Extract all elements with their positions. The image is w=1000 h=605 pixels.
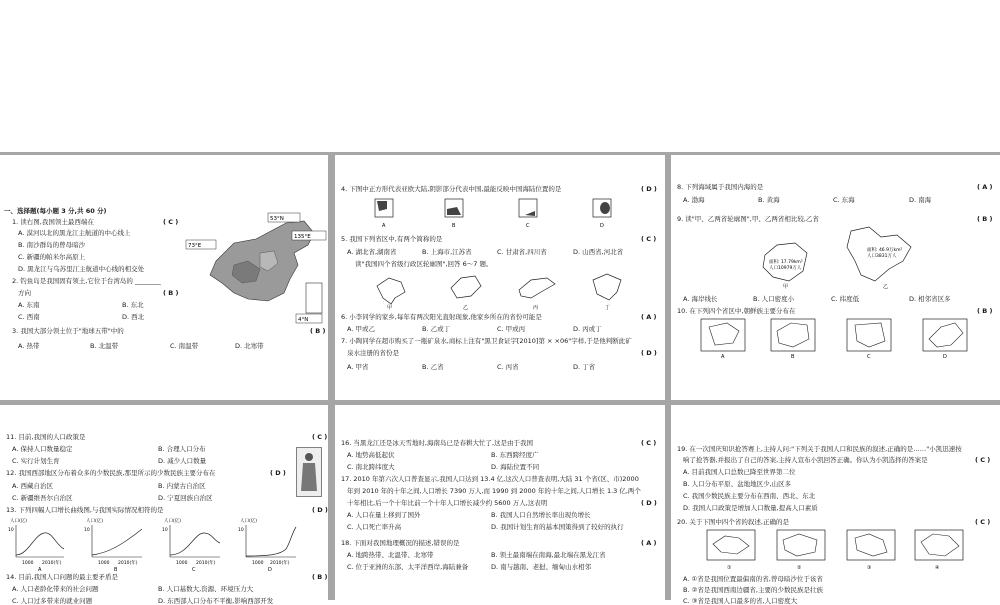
option-text: B. 黄海 <box>758 196 780 204</box>
question-3: 3. 我国大部分领土位于"地球五带"中的 <box>12 327 124 335</box>
option-text: C. 人口死亡率升高 <box>347 523 402 531</box>
answer-8: ( A ) <box>977 183 993 191</box>
option-text: D. 北寒带 <box>235 342 264 350</box>
option-text: D. 我国计划生育的基本国策得到了较好的执行 <box>491 523 624 531</box>
question-4: 4. 下图中正方形代表亚欧大陆,阴影部分代表中国,最能反映中国海陆位置的是 <box>341 185 562 193</box>
province-outlines-figure <box>371 270 631 310</box>
option-text: D. 减少人口数量 <box>158 457 207 465</box>
option-text: B. 乙或丁 <box>422 325 451 333</box>
option-text: C. 我国少数民族主要分布在西南、西北、东北 <box>683 492 816 500</box>
answer-6: ( A ) <box>641 313 657 321</box>
map-label: ① <box>727 565 732 571</box>
option-text: D. 山西省,河北省 <box>573 248 624 256</box>
option-text: D. 南海 <box>909 196 932 204</box>
population-curve <box>170 533 220 555</box>
x-tick-label: 2010(年) <box>196 561 216 566</box>
answer-14: ( B ) <box>312 573 328 581</box>
map-label: B <box>791 354 795 360</box>
chart-c <box>162 517 220 573</box>
question-17-line-3: 十年相比,后一个十年比前一个十年人口增长减少约 5600 万人,这表明 <box>347 499 548 507</box>
question-17: 17. 2010 年第六次人口普查显示,我国人口达到 13.4 亿,这次人口普查表明,大陆 31 个省(区、市)2000 <box>341 475 639 483</box>
square-label: C <box>526 223 530 229</box>
province-outline <box>593 274 621 300</box>
option-text: C. 南北跨纬度大 <box>347 463 395 471</box>
y-axis-label: 人口(亿) <box>10 519 28 524</box>
answer-4: ( D ) <box>641 185 657 193</box>
answer-9: ( B ) <box>977 215 993 223</box>
chart-label: A <box>38 567 42 573</box>
map-label: 人口3831万人 <box>867 254 897 259</box>
figure-body <box>301 463 317 491</box>
option-text: B. 人口分布平原、盆地地区少,山区多 <box>683 480 792 488</box>
page-panel-3 <box>671 155 1000 400</box>
top-blank-area <box>0 0 1000 152</box>
x-tick-label: 1000 <box>252 561 264 566</box>
map-label: 人口10979万人 <box>769 266 802 271</box>
option-text: A. 甲省 <box>347 363 369 371</box>
question-9: 9. 读"甲、乙两省轮廓图",甲、乙两省相比较,乙省 <box>677 215 819 223</box>
option-text: B. 我国人口自然增长率出现负增长 <box>491 511 591 519</box>
option-text: D. 我国人口政策是增加人口数量,提高人口素质 <box>683 504 818 512</box>
map-label: A <box>721 354 725 360</box>
x-tick-label: 2010(年) <box>118 561 138 566</box>
question-2: 2. 钓鱼岛是我国固有领土,它位于台湾岛的 ________ <box>12 277 161 285</box>
option-text: B. 人口密度小 <box>753 295 795 303</box>
option-text: C. 东海 <box>833 196 855 204</box>
page-panel-2 <box>335 155 665 400</box>
chart-label: B <box>114 567 118 573</box>
option-text: C. 人口过多带来的就业问题 <box>12 597 93 605</box>
question-13: 13. 下列四幅人口增长曲线图,与我国实际情况相符的是 <box>6 506 164 514</box>
section-heading: 一、选择题(每小题 3 分,共 60 分) <box>4 207 107 215</box>
x-tick-label: 2010(年) <box>270 561 290 566</box>
option-text: A. 地跨热带、北温带、北寒带 <box>347 551 434 559</box>
y-axis-label: 人口(亿) <box>164 519 182 524</box>
answer-19: ( C ) <box>975 456 991 464</box>
option-text: D. 南与越南、老挝、缅甸山水相邻 <box>491 563 592 571</box>
option-text: A. ①省是我国位置最偏南的省,曾母暗沙位于该省 <box>683 575 823 583</box>
option-text: C. 南温带 <box>170 342 199 350</box>
question-11: 11. 目前,我国的人口政策是 <box>6 433 86 441</box>
option-text: B. ②省是我国西南边疆省,主要的少数民族是壮族 <box>683 586 823 594</box>
option-text: B. 领土最南端在南海,最北端在黑龙江省 <box>491 551 606 559</box>
option-text: C. 新疆维吾尔自治区 <box>12 494 73 502</box>
option-text: D. 相邻省区多 <box>909 295 951 303</box>
option-text: A. 湖北省,湖南省 <box>347 248 397 256</box>
x-tick-label: 1000 <box>22 561 34 566</box>
option-text: A. 海岸线长 <box>683 295 718 303</box>
option-text: A. 漠河以北的黑龙江主航道的中心线上 <box>18 229 131 237</box>
shaded-region <box>600 202 610 214</box>
x-tick-label: 1000 <box>98 561 110 566</box>
option-text: D. 东西部人口分布不平衡,影响西部开发 <box>158 597 274 605</box>
question-7-cont: 泉水注册的省份是 <box>347 349 399 357</box>
population-curve <box>92 529 142 555</box>
page-panel-5 <box>335 405 665 600</box>
x-tick-label: 2010(年) <box>42 561 62 566</box>
map-label: ④ <box>935 565 940 571</box>
map-label: 135°E <box>294 234 311 240</box>
question-7: 7. 小陶同学在超市购买了一瓶矿泉水,商标上注有"黑卫食证字[2010]第 × ×06"字样,于是他判断此矿 <box>341 337 632 345</box>
option-text: A. 地势高低起伏 <box>347 451 395 459</box>
shape-label: 丙 <box>533 305 539 311</box>
answer-5: ( C ) <box>641 235 657 243</box>
page-panel-4 <box>0 405 328 605</box>
chart-d <box>238 517 296 573</box>
y-tick-label: 10 <box>162 528 168 533</box>
y-tick-label: 10 <box>8 528 14 533</box>
option-text: B. 内蒙古自治区 <box>158 482 206 490</box>
option-text: D. 西北 <box>122 313 145 321</box>
x-tick-label: 1000 <box>176 561 188 566</box>
option-text: D. 海陆位置不同 <box>491 463 540 471</box>
answer-12: ( D ) <box>270 469 286 477</box>
map-label: ② <box>797 565 802 571</box>
map-label: 乙 <box>883 284 889 290</box>
question-16: 16. 当黑龙江还是冰天雪地时,海南岛已是春耕大忙了,这是由于我国 <box>341 439 534 447</box>
population-curve <box>246 527 296 556</box>
option-text: C. 甘肃省,四川省 <box>497 248 547 256</box>
option-text: A. 甲或乙 <box>347 325 375 333</box>
option-text: B. 南沙群岛的曾母暗沙 <box>18 241 86 249</box>
question-18: 18. 下面对我国地理概况的描述,错误的是 <box>341 539 460 547</box>
answer-1: ( C ) <box>163 218 179 226</box>
question-1: 1. 读右图,我国领土最西端在 <box>12 218 94 226</box>
figure-head <box>305 453 313 461</box>
answer-20: ( C ) <box>975 518 991 526</box>
option-text: C. 西南 <box>18 313 40 321</box>
option-text: B. 东北 <box>122 301 144 309</box>
question-20: 20. 关于下图中四个省的叙述,正确的是 <box>677 518 789 526</box>
q13-population-curves <box>8 515 298 571</box>
y-tick-label: 10 <box>238 528 244 533</box>
option-text: A. 西藏自治区 <box>12 482 53 490</box>
option-text: C. 丙省 <box>497 363 519 371</box>
answer-10: ( B ) <box>977 307 993 315</box>
question-6: 6. 小李同学的家乡,每年有两次阳光直射现象,他家乡所在的省份可能是 <box>341 313 542 321</box>
shape-label: 甲 <box>387 305 393 311</box>
option-text: A. 渤海 <box>683 196 705 204</box>
option-text: B. 人口基数大,资源、环境压力大 <box>158 585 254 593</box>
option-text: C. 实行计划生育 <box>12 457 60 465</box>
option-text: B. 乙省 <box>422 363 444 371</box>
province-outline <box>377 278 405 304</box>
q20-province-maps <box>705 528 965 572</box>
question-19-line-2: 响了抢答器,并报出了自己的答案,主持人宣布小凯回答正确。你认为小凯选择的答案是 <box>683 456 928 464</box>
map-label: 甲 <box>783 284 789 290</box>
question-2-cont: 方向 <box>18 289 31 297</box>
option-text: A. 热带 <box>18 342 40 350</box>
option-text: C. 新疆的帕米尔高原上 <box>18 253 86 261</box>
instruction-text: 读"我国四个省级行政区轮廓图",回答 6～7 题。 <box>355 260 493 268</box>
answer-17: ( D ) <box>641 499 657 507</box>
answer-2: ( B ) <box>163 289 179 297</box>
option-text: C. 位于亚洲的东部、太平洋西岸,海陆兼备 <box>347 563 469 571</box>
question-8: 8. 下列海域属于我国内海的是 <box>677 183 764 191</box>
option-text: B. 东西跨经度广 <box>491 451 539 459</box>
answer-18: ( A ) <box>641 539 657 547</box>
province-outline <box>451 276 481 298</box>
map-label: 53°N <box>270 216 284 222</box>
map-label: 4°N <box>298 317 309 323</box>
question-14: 14. 目前,我国人口问题的最主要矛盾是 <box>6 573 118 581</box>
question-19: 19. 在一次国庆知识抢答赛上,主持人问:"下列关于我国人口和民族的叙述,正确的是……"小凯迅速按 <box>677 445 962 453</box>
option-text: C. 甲或丙 <box>497 325 526 333</box>
map-label: C <box>867 354 871 360</box>
map-label: D <box>943 354 947 360</box>
south-sea-inset <box>306 283 322 313</box>
shape-label: 乙 <box>463 305 469 311</box>
population-curve <box>16 533 64 555</box>
option-text: D. 丁省 <box>573 363 596 371</box>
option-text: B. 北温带 <box>90 342 119 350</box>
answer-16: ( C ) <box>641 439 657 447</box>
y-axis-label: 人口(亿) <box>86 519 104 524</box>
square-label: B <box>452 223 456 229</box>
option-text: B. 合理人口分布 <box>158 445 206 453</box>
question-5: 5. 我国下列省区中,有两个简称的是 <box>341 235 443 243</box>
answer-13: ( D ) <box>312 506 328 514</box>
answer-3: ( B ) <box>310 327 326 335</box>
map-label: 73°E <box>188 243 202 249</box>
shape-label: 丁 <box>605 305 611 311</box>
y-axis-label: 人口(亿) <box>240 519 258 524</box>
q9-province-maps <box>751 225 931 291</box>
question-12: 12. 我国西部地区分布着众多的少数民族,那里所示的少数民族主要分布在 <box>6 469 216 477</box>
y-tick-label: 10 <box>84 528 90 533</box>
option-text: D. 宁夏回族自治区 <box>158 494 213 502</box>
answer-7: ( D ) <box>641 349 657 357</box>
map-label: ③ <box>867 565 872 571</box>
page-panel-6 <box>671 405 1000 605</box>
option-text: A. 东南 <box>18 301 40 309</box>
chart-b <box>84 517 142 573</box>
province-outline <box>519 278 555 298</box>
option-text: A. 目前我国人口总数已降至世界第二位 <box>683 468 796 476</box>
option-text: A. 人口在量上移到了国外 <box>347 511 421 519</box>
chart-label: C <box>192 567 196 573</box>
china-map-figure <box>186 213 326 325</box>
q4-squares-figure <box>373 197 633 231</box>
option-text: C. 纬度低 <box>831 295 860 303</box>
square-label: D <box>600 223 604 229</box>
option-text: A. 保持人口数量稳定 <box>12 445 73 453</box>
map-label: 面积: 17.79km² <box>769 260 803 265</box>
option-text: C. ③省是我国人口最多的省,人口密度大 <box>683 597 798 605</box>
q10-province-maps <box>697 317 987 361</box>
option-text: B. 上海市,江苏省 <box>422 248 472 256</box>
chart-label: D <box>268 567 272 573</box>
ethnic-costume-illustration <box>296 447 322 497</box>
option-text: A. 人口老龄化带来的社会问题 <box>12 585 99 593</box>
page-panel-1 <box>0 155 328 400</box>
answer-11: ( C ) <box>312 433 328 441</box>
chart-a <box>8 517 64 573</box>
question-10: 10. 在下列四个省区中,朝鲜族主要分布在 <box>677 307 796 315</box>
map-label: 面积: 46.9万km² <box>867 248 903 253</box>
question-17-line-2: 年到 2010 年的十年之间,人口增长 7390 万人,而 1990 到 2000 年的十年之间,人口增长 1.3 亿,两个 <box>347 487 641 495</box>
square-label: A <box>382 223 386 229</box>
option-text: D. 丙或丁 <box>573 325 602 333</box>
option-text: D. 黑龙江与乌苏里江主航道中心线的相交处 <box>18 265 145 273</box>
